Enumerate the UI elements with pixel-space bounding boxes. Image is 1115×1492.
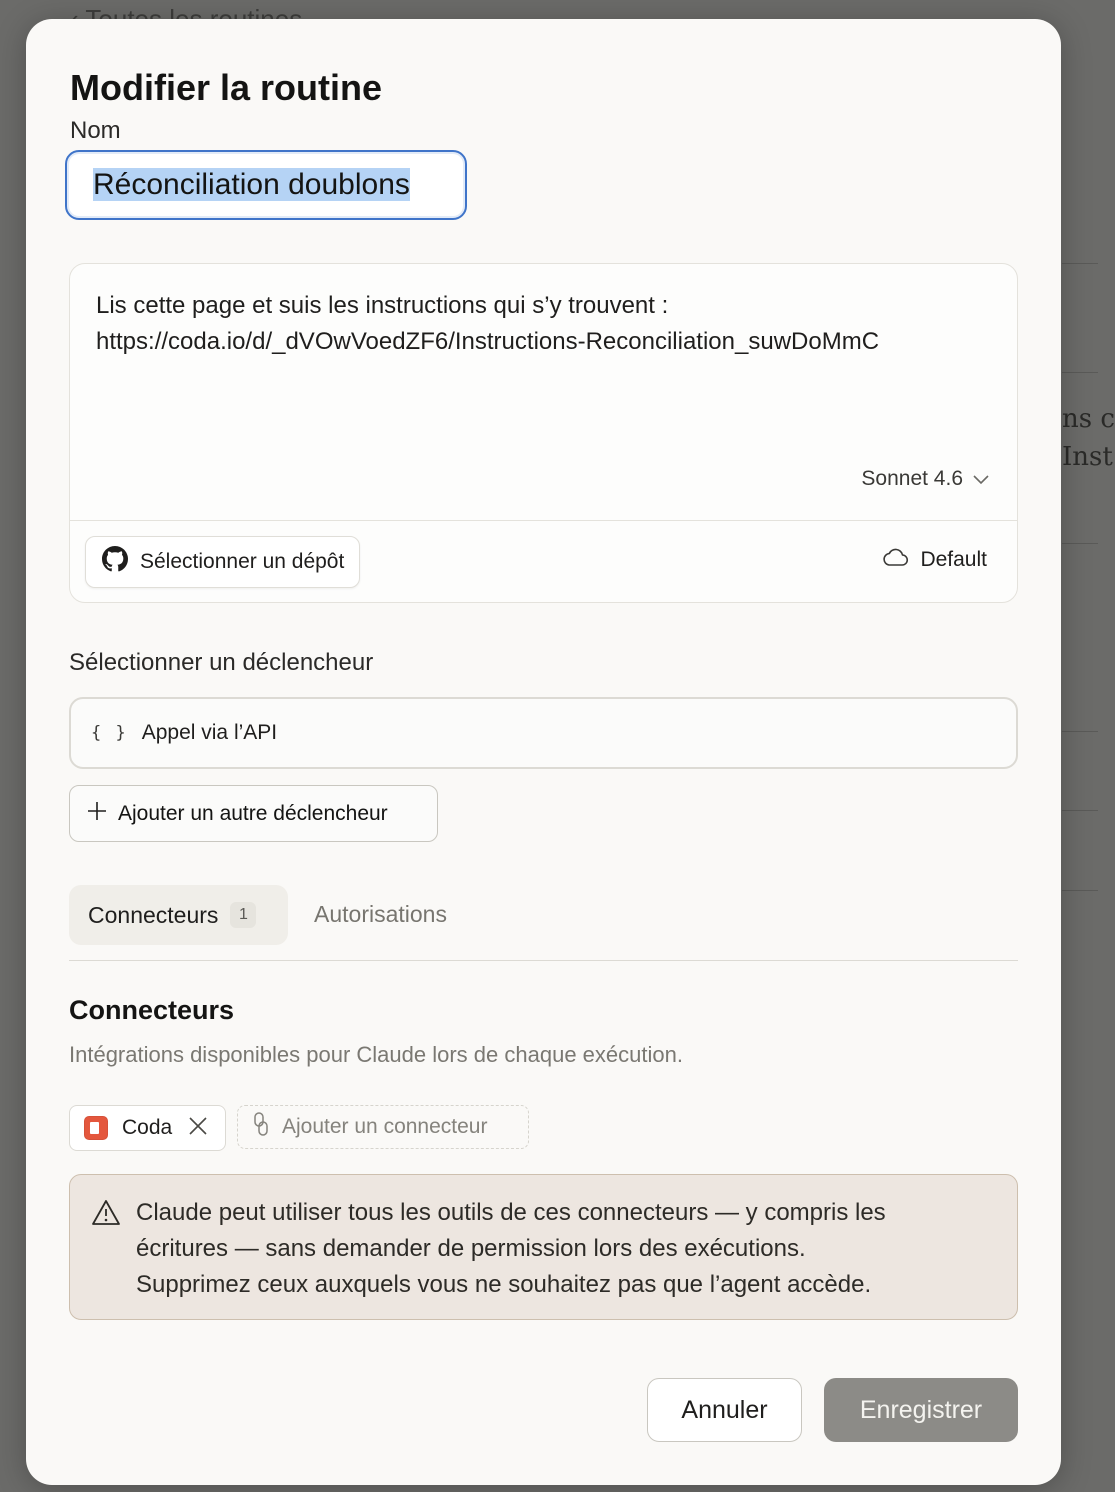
coda-logo-icon — [84, 1116, 108, 1140]
cloud-icon — [881, 546, 909, 574]
select-repo-button[interactable] — [85, 536, 360, 588]
connector-warning — [69, 1174, 1018, 1320]
background-divider — [1062, 890, 1098, 891]
background-divider — [1062, 810, 1098, 811]
prompt-textarea[interactable] — [96, 288, 997, 360]
select-repo-label: Sélectionner un dépôt — [140, 550, 345, 573]
add-connector-button[interactable] — [237, 1105, 529, 1149]
add-connector-label: Ajouter un connecteur — [282, 1115, 488, 1138]
tab-label: Connecteurs — [88, 901, 219, 928]
plus-icon — [86, 800, 108, 828]
close-icon[interactable] — [188, 1116, 208, 1141]
name-input-value: Réconciliation doublons — [93, 168, 410, 201]
warning-line: Supprimez ceux auxquels vous ne souhaitez pas que l’agent accède. — [136, 1271, 872, 1298]
name-label: Nom — [70, 117, 121, 144]
trigger-item-label: Appel via l’API — [141, 721, 278, 744]
tab-connectors[interactable] — [69, 885, 288, 945]
github-icon — [102, 546, 128, 578]
tabs-divider — [69, 960, 1018, 961]
environment-selector[interactable] — [881, 546, 987, 574]
add-trigger-label: Ajouter un autre déclencheur — [118, 801, 388, 825]
prompt-line: Lis cette page et suis les instructions qui s’y trouvent : — [96, 292, 669, 319]
tab-permissions[interactable]: Autorisations — [314, 901, 447, 927]
tab-count-badge: 1 — [230, 902, 256, 928]
background-text: Inst — [1062, 442, 1113, 472]
background-divider — [1062, 543, 1098, 544]
edit-routine-modal — [26, 19, 1061, 1485]
background-text: ns c — [1062, 404, 1115, 434]
background-divider — [1062, 731, 1098, 732]
model-label: Sonnet 4.6 — [861, 467, 963, 490]
link-icon — [252, 1111, 270, 1143]
prompt-line: https://coda.io/d/_dVOwVoedZF6/Instructions-Reconciliation_suwDoMmC — [96, 328, 880, 355]
modal-title: Modifier la routine — [70, 67, 383, 108]
connectors-heading: Connecteurs — [69, 995, 235, 1025]
trigger-item-api[interactable] — [69, 697, 1018, 769]
trigger-label: Sélectionner un déclencheur — [69, 649, 374, 676]
environment-label: Default — [920, 548, 987, 571]
background-divider — [1062, 263, 1098, 264]
warning-line: Claude peut utiliser tous les outils de ces connecteurs — y compris les — [136, 1199, 886, 1226]
prompt-card — [69, 263, 1018, 603]
chevron-down-icon — [973, 467, 989, 491]
add-trigger-button[interactable] — [69, 785, 438, 842]
cancel-button[interactable]: Annuler — [647, 1378, 802, 1442]
connector-chip-coda — [69, 1105, 226, 1151]
connectors-description: Intégrations disponibles pour Claude lors de chaque exécution. — [69, 1042, 683, 1067]
warning-triangle-icon — [91, 1199, 121, 1238]
save-button[interactable]: Enregistrer — [824, 1378, 1018, 1442]
warning-line: écritures — sans demander de permission lors des exécutions. — [136, 1235, 806, 1262]
card-divider — [70, 520, 1017, 521]
background-divider — [1062, 372, 1098, 373]
name-input[interactable] — [65, 150, 467, 220]
braces-icon: { } — [91, 723, 128, 743]
model-selector[interactable] — [861, 467, 989, 491]
connector-name: Coda — [122, 1116, 173, 1139]
